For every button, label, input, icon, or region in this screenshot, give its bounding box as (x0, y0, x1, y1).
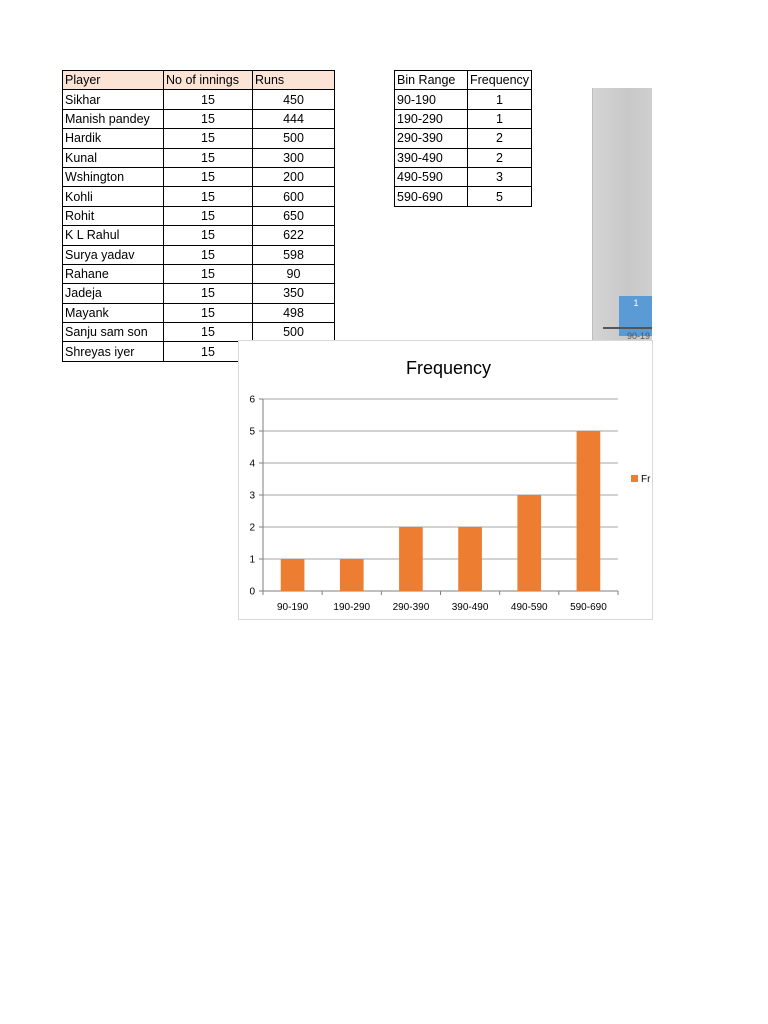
cell-player[interactable]: Rohit (63, 206, 164, 225)
table-row (395, 167, 532, 186)
chart-title: Frequency (405, 358, 492, 378)
table-row (63, 148, 335, 167)
cell-runs[interactable]: 90 (253, 264, 335, 283)
table-row (63, 264, 335, 283)
x-tick-label: 290-390 (392, 602, 430, 613)
cell-bin-range[interactable]: 490-590 (395, 167, 468, 186)
cell-innings[interactable]: 15 (164, 129, 253, 148)
y-tick-label: 2 (249, 522, 255, 534)
cell-player[interactable]: Jadeja (63, 284, 164, 303)
cell-player[interactable]: Surya yadav (63, 245, 164, 264)
cell-runs[interactable]: 600 (253, 187, 335, 206)
x-tick-label: 190-290 (333, 602, 371, 613)
cell-innings[interactable]: 15 (164, 284, 253, 303)
cell-runs[interactable]: 200 (253, 167, 335, 186)
table-row (63, 284, 335, 303)
cell-runs[interactable]: 300 (253, 148, 335, 167)
y-tick-label: 1 (249, 554, 255, 566)
frequency-chart[interactable] (238, 340, 653, 620)
background-chart[interactable] (592, 88, 652, 340)
cell-bin-range[interactable]: 290-390 (395, 129, 468, 148)
cell-player[interactable]: K L Rahul (63, 226, 164, 245)
cell-innings[interactable]: 15 (164, 90, 253, 109)
cell-player[interactable]: Wshington (63, 167, 164, 186)
chart-bar (281, 559, 305, 591)
cell-innings[interactable]: 15 (164, 245, 253, 264)
cell-player[interactable]: Sanju sam son (63, 323, 164, 342)
cell-frequency[interactable]: 1 (468, 109, 532, 128)
cell-innings[interactable]: 15 (164, 109, 253, 128)
table-row (395, 109, 532, 128)
header-runs[interactable]: Runs (253, 71, 335, 90)
table-row (63, 109, 335, 128)
cell-runs[interactable]: 444 (253, 109, 335, 128)
cell-frequency[interactable]: 5 (468, 187, 532, 206)
x-tick-label: 390-490 (451, 602, 489, 613)
cell-bin-range[interactable]: 590-690 (395, 187, 468, 206)
cell-runs[interactable]: 622 (253, 226, 335, 245)
x-tick-label: 90-190 (277, 602, 309, 613)
background-chart-bar: 1 (619, 296, 652, 336)
cell-runs[interactable]: 498 (253, 303, 335, 322)
chart-bar (340, 559, 364, 591)
legend-label: Fr (641, 474, 651, 485)
x-tick-label: 490-590 (510, 602, 548, 613)
cell-player[interactable]: Mayank (63, 303, 164, 322)
cell-innings[interactable]: 15 (164, 264, 253, 283)
cell-runs[interactable]: 500 (253, 323, 335, 342)
header-player[interactable]: Player (63, 71, 164, 90)
cell-runs[interactable]: 650 (253, 206, 335, 225)
table-row (395, 187, 532, 206)
cell-runs[interactable]: 450 (253, 90, 335, 109)
table-row (63, 245, 335, 264)
cell-player[interactable]: Sikhar (63, 90, 164, 109)
cell-player[interactable]: Rahane (63, 264, 164, 283)
chart-bar (399, 527, 423, 591)
bins-table (394, 70, 532, 207)
table-row (395, 90, 532, 109)
cell-frequency[interactable]: 3 (468, 167, 532, 186)
table-row (395, 148, 532, 167)
cell-player[interactable]: Kunal (63, 148, 164, 167)
cell-innings[interactable]: 15 (164, 323, 253, 342)
y-tick-label: 5 (249, 426, 255, 438)
chart-bar (577, 431, 601, 591)
cell-runs[interactable]: 500 (253, 129, 335, 148)
y-tick-label: 6 (249, 394, 255, 406)
cell-bin-range[interactable]: 190-290 (395, 109, 468, 128)
header-innings[interactable]: No of innings (164, 71, 253, 90)
chart-bar (517, 495, 541, 591)
table-row (63, 167, 335, 186)
cell-player[interactable]: Hardik (63, 129, 164, 148)
cell-innings[interactable]: 15 (164, 206, 253, 225)
header-bin-range[interactable]: Bin Range (395, 71, 468, 90)
table-row (63, 90, 335, 109)
background-chart-axis (603, 327, 652, 329)
cell-bin-range[interactable]: 90-190 (395, 90, 468, 109)
cell-bin-range[interactable]: 390-490 (395, 148, 468, 167)
background-chart-x-label: 90-19 (627, 331, 651, 340)
players-header-row (63, 71, 335, 90)
table-row (63, 226, 335, 245)
players-table (62, 70, 335, 362)
chart-svg (239, 341, 652, 619)
cell-innings[interactable]: 15 (164, 303, 253, 322)
cell-runs[interactable]: 598 (253, 245, 335, 264)
y-tick-label: 0 (249, 586, 255, 598)
header-frequency[interactable]: Frequency (468, 71, 532, 90)
y-tick-label: 4 (249, 458, 255, 470)
cell-player[interactable]: Kohli (63, 187, 164, 206)
table-row (63, 129, 335, 148)
cell-frequency[interactable]: 2 (468, 129, 532, 148)
cell-innings[interactable]: 15 (164, 167, 253, 186)
cell-innings[interactable]: 15 (164, 148, 253, 167)
bins-header-row (395, 71, 532, 90)
chart-bar (458, 527, 482, 591)
table-row (395, 129, 532, 148)
cell-frequency[interactable]: 1 (468, 90, 532, 109)
cell-innings[interactable]: 15 (164, 342, 253, 361)
cell-player[interactable]: Shreyas iyer (63, 342, 164, 361)
legend-swatch (631, 475, 638, 482)
cell-player[interactable]: Manish pandey (63, 109, 164, 128)
y-tick-label: 3 (249, 490, 255, 502)
cell-innings[interactable]: 15 (164, 226, 253, 245)
table-row (63, 187, 335, 206)
cell-innings[interactable]: 15 (164, 187, 253, 206)
table-row (63, 206, 335, 225)
table-row (63, 303, 335, 322)
x-tick-label: 590-690 (570, 602, 607, 613)
cell-runs[interactable]: 350 (253, 284, 335, 303)
cell-frequency[interactable]: 2 (468, 148, 532, 167)
